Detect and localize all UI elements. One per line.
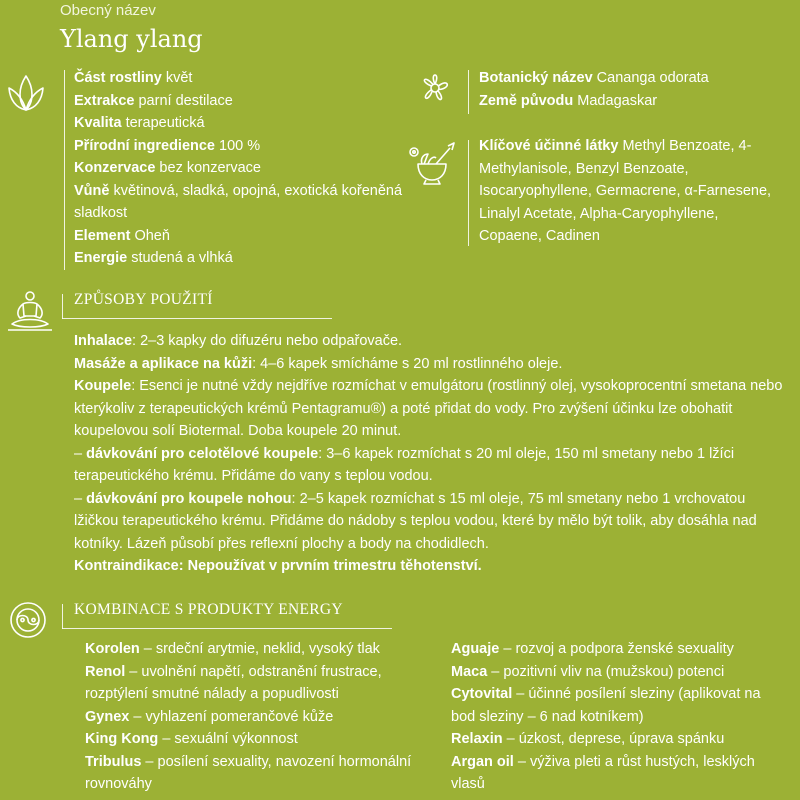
prop-energy: Energie studená a vlhká [74, 250, 233, 266]
usage-massage: Masáže a aplikace na kůži: 4–6 kapek smícháme s 20 ml rostlinného oleje. [74, 355, 563, 372]
combos-right-column [451, 638, 781, 796]
common-name-label: Obecný název [60, 2, 156, 19]
combo-item: Aguaje – rozvoj a podpora ženské sexuality [451, 641, 734, 657]
prop-scent: Vůně květinová, sladká, opojná, exotická kořeněná sladkost [74, 182, 403, 221]
prop-extraction: Extrakce parní destilace [74, 92, 233, 109]
properties-list [74, 67, 404, 270]
lotus-leaves-icon [6, 72, 46, 114]
meditation-icon [6, 290, 54, 332]
origin-country: Země původu Madagaskar [479, 92, 658, 109]
combo-item: Argan oil – výživa pleti a růst hustých, lesklých vlasů [451, 753, 755, 792]
combos-heading: KOMBINACE S PRODUKTY ENERGY [74, 601, 343, 618]
mortar-herbs-icon [404, 140, 460, 186]
combo-item: Korolen – srdeční arytmie, neklid, vysoký tlak [85, 641, 380, 657]
yin-yang-icon [8, 600, 48, 640]
combo-item: Cytovital – účinné posílení sleziny (aplikovat na bod sleziny – 6 nad kotníkem) [451, 686, 761, 725]
usage-foot-dosage: – dávkování pro koupele nohou: 2–5 kapek rozmíchat s 15 ml oleje, 75 ml smetany nebo 1 vrchovatou lžičkou terapeutického krému. Přidáme do nádoby s teplou vodou, které by mělo být tolik, aby dosáhla nad kotníky. Lázeň působí přes reflexní plochy a body na chodidlech. [74, 490, 757, 552]
prop-plant-part: Část rostliny květ [74, 70, 193, 86]
usage-text [74, 330, 789, 578]
active-substances: Klíčové účinné látky Methyl Benzoate, 4-Methylanisole, Benzyl Benzoate, Isocaryophyllene, Germacrene, α-Farnesene, Linalyl Acetate, Alpha-Caryophyllene, Copaene, Cadinen [479, 138, 772, 244]
flower-icon [414, 68, 456, 108]
prop-quality: Kvalita terapeutická [74, 115, 205, 131]
usage-inhalation: Inhalace: 2–3 kapky do difuzéru nebo odpařovače. [74, 333, 403, 349]
page-title: Ylang ylang [60, 25, 203, 53]
botanical-name: Botanický název Cananga odorata [479, 70, 709, 86]
combo-item: Renol – uvolnění napětí, odstranění frustrace, rozptýlení smutné nálady a popudlivosti [85, 663, 382, 702]
combo-item: Gynex – vyhlazení pomerančové kůže [85, 708, 334, 725]
usage-heading: ZPŮSOBY POUŽITÍ [74, 291, 213, 308]
combo-item: King Kong – sexuální výkonnost [85, 731, 298, 747]
combo-item: Relaxin – úzkost, deprese, úprava spánku [451, 731, 725, 747]
usage-contraindication: Kontraindikace: Nepoužívat v prvním trimestru těhotenství. [74, 558, 482, 574]
prop-element: Element Oheň [74, 227, 170, 244]
prop-preservation: Konzervace bez konzervace [74, 160, 261, 176]
combo-item: Maca – pozitivní vliv na (mužskou) potenci [451, 663, 725, 680]
botany-list [479, 67, 789, 112]
prop-natural: Přírodní ingredience 100 % [74, 137, 261, 154]
usage-fullbody-dosage: – dávkování pro celotělové koupele: 3–6 kapek rozmíchat s 20 ml oleje, 150 ml smetany nebo 1 lžíci terapeutického krému. Přidáme do vany s teplou vodou. [74, 445, 735, 484]
combos-left-column [85, 638, 415, 796]
usage-baths: Koupele: Esenci je nutné vždy nejdříve rozmíchat v emulgátoru (rostlinný olej, vysokoprocentní smetana nebo kterýkoliv z terapeutických krémů Pentagramu®) a poté přidat do vody. Pro zvýšení účinku lze obohatit koupelovou solí Biotermal. Doba koupele 20 minut. [74, 378, 783, 439]
combo-item: Tribulus – posílení sexuality, navození hormonální rovnováhy [85, 753, 412, 792]
